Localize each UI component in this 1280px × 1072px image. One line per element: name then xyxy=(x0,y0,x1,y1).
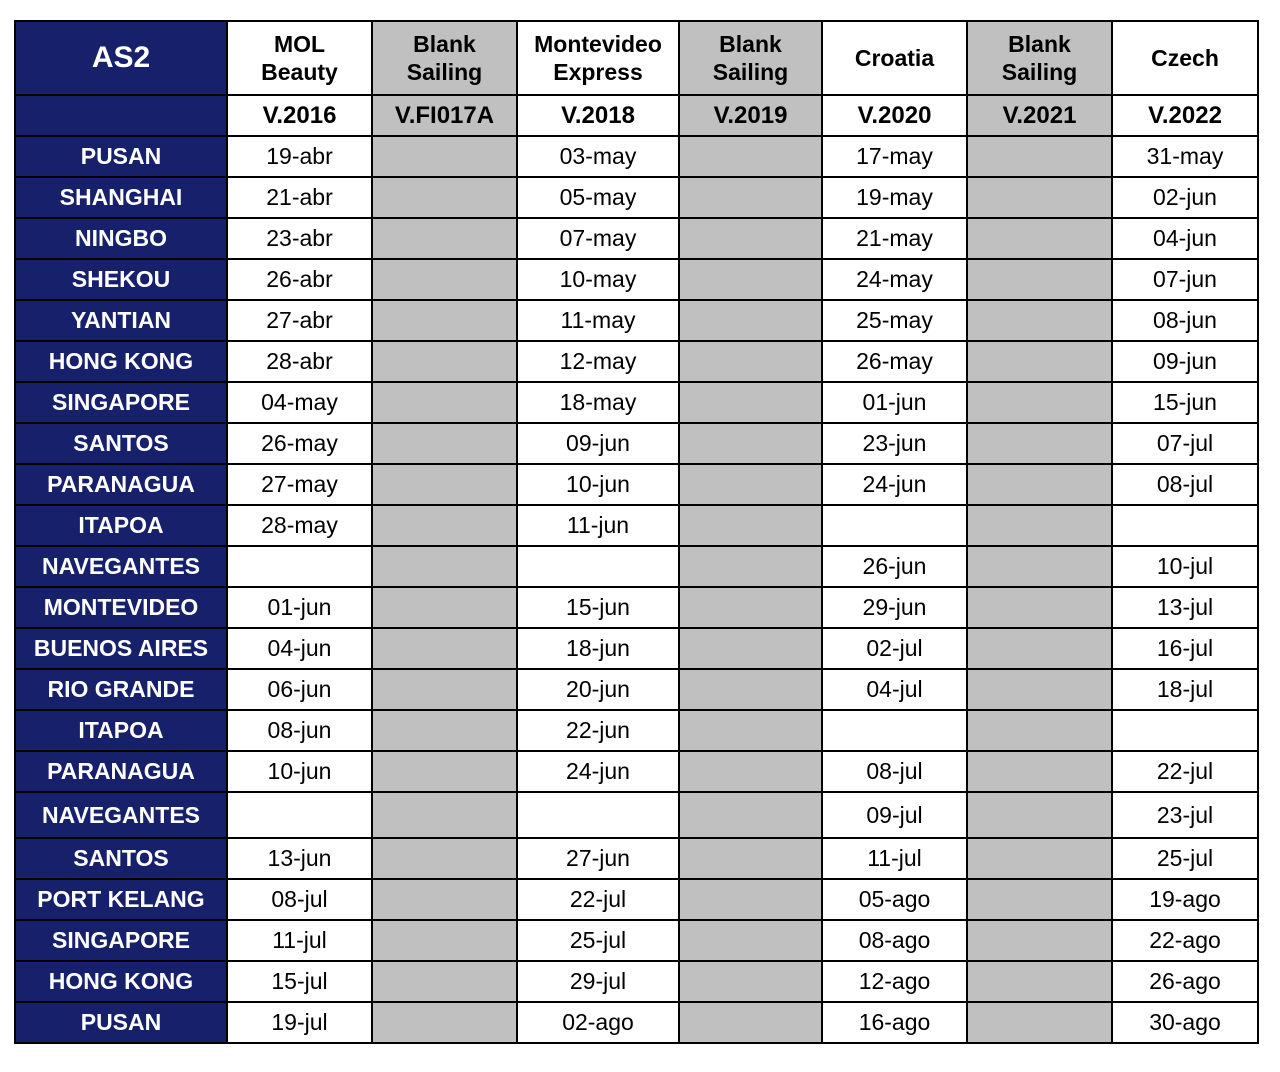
eta-date-cell: 04-jul xyxy=(822,669,967,710)
blank-sailing-cell xyxy=(372,1002,517,1043)
eta-date-cell: 26-may xyxy=(227,423,372,464)
eta-date-cell: 02-jul xyxy=(822,628,967,669)
eta-date-cell: 29-jun xyxy=(822,587,967,628)
blank-sailing-cell xyxy=(372,300,517,341)
blank-sailing-cell xyxy=(967,879,1112,920)
blank-sailing-cell xyxy=(679,587,822,628)
eta-date-cell xyxy=(227,546,372,587)
eta-date-cell xyxy=(1112,710,1258,751)
eta-date-cell: 10-jun xyxy=(227,751,372,792)
blank-sailing-cell xyxy=(372,961,517,1002)
port-name: RIO GRANDE xyxy=(15,669,227,710)
port-name: YANTIAN xyxy=(15,300,227,341)
eta-date-cell: 13-jul xyxy=(1112,587,1258,628)
eta-date-cell: 15-jun xyxy=(1112,382,1258,423)
port-row xyxy=(15,751,1258,792)
port-row xyxy=(15,218,1258,259)
port-row xyxy=(15,1002,1258,1043)
eta-date-cell: 15-jun xyxy=(517,587,679,628)
blank-sailing-cell xyxy=(372,792,517,838)
port-row xyxy=(15,920,1258,961)
blank-sailing-cell xyxy=(372,669,517,710)
eta-date-cell: 09-jun xyxy=(1112,341,1258,382)
eta-date-cell: 05-ago xyxy=(822,879,967,920)
eta-date-cell: 25-may xyxy=(822,300,967,341)
eta-date-cell: 08-ago xyxy=(822,920,967,961)
vessel-name-montevideo-express: Montevideo Express xyxy=(517,21,679,95)
eta-date-cell: 19-may xyxy=(822,177,967,218)
port-name: PORT KELANG xyxy=(15,879,227,920)
port-row xyxy=(15,628,1258,669)
eta-date-cell: 09-jul xyxy=(822,792,967,838)
port-name: NINGBO xyxy=(15,218,227,259)
blank-sailing-cell xyxy=(372,177,517,218)
port-name: SHEKOU xyxy=(15,259,227,300)
eta-date-cell: 27-abr xyxy=(227,300,372,341)
eta-date-cell: 30-ago xyxy=(1112,1002,1258,1043)
vessel-name-blank-sailing: Blank Sailing xyxy=(967,21,1112,95)
blank-sailing-cell xyxy=(679,669,822,710)
blank-sailing-cell xyxy=(967,546,1112,587)
eta-date-cell: 24-jun xyxy=(517,751,679,792)
eta-date-cell: 07-may xyxy=(517,218,679,259)
port-name: SANTOS xyxy=(15,423,227,464)
port-name: PUSAN xyxy=(15,136,227,177)
eta-date-cell: 26-ago xyxy=(1112,961,1258,1002)
eta-date-cell xyxy=(1112,505,1258,546)
eta-date-cell: 08-jul xyxy=(1112,464,1258,505)
blank-sailing-cell xyxy=(679,218,822,259)
eta-date-cell: 04-jun xyxy=(227,628,372,669)
eta-date-cell: 21-abr xyxy=(227,177,372,218)
eta-date-cell xyxy=(517,792,679,838)
voyage-row-label xyxy=(15,95,227,136)
schedule-body xyxy=(15,21,1258,1043)
eta-date-cell: 13-jun xyxy=(227,838,372,879)
eta-date-cell xyxy=(822,505,967,546)
eta-date-cell: 11-may xyxy=(517,300,679,341)
port-row xyxy=(15,710,1258,751)
eta-date-cell: 08-jun xyxy=(227,710,372,751)
blank-sailing-cell xyxy=(372,464,517,505)
blank-sailing-cell xyxy=(372,879,517,920)
eta-date-cell: 06-jun xyxy=(227,669,372,710)
blank-sailing-cell xyxy=(967,218,1112,259)
eta-date-cell: 07-jun xyxy=(1112,259,1258,300)
eta-date-cell: 07-jul xyxy=(1112,423,1258,464)
port-name: PARANAGUA xyxy=(15,751,227,792)
eta-date-cell: 08-jul xyxy=(822,751,967,792)
blank-sailing-cell xyxy=(372,587,517,628)
eta-date-cell: 18-may xyxy=(517,382,679,423)
blank-sailing-cell xyxy=(372,382,517,423)
blank-sailing-cell xyxy=(679,628,822,669)
eta-date-cell: 23-jul xyxy=(1112,792,1258,838)
eta-date-cell: 22-ago xyxy=(1112,920,1258,961)
blank-sailing-cell xyxy=(679,879,822,920)
sailing-schedule-table xyxy=(14,20,1259,1044)
blank-sailing-cell xyxy=(372,259,517,300)
blank-sailing-cell xyxy=(372,920,517,961)
blank-sailing-cell xyxy=(967,341,1112,382)
blank-sailing-cell xyxy=(967,961,1112,1002)
eta-date-cell: 02-jun xyxy=(1112,177,1258,218)
blank-sailing-cell xyxy=(967,838,1112,879)
port-row xyxy=(15,505,1258,546)
port-name: SINGAPORE xyxy=(15,382,227,423)
eta-date-cell: 10-may xyxy=(517,259,679,300)
eta-date-cell: 16-ago xyxy=(822,1002,967,1043)
eta-date-cell: 22-jul xyxy=(517,879,679,920)
blank-sailing-cell xyxy=(679,300,822,341)
blank-sailing-cell xyxy=(679,341,822,382)
vessel-name-czech: Czech xyxy=(1112,21,1258,95)
eta-date-cell: 12-may xyxy=(517,341,679,382)
port-name: HONG KONG xyxy=(15,961,227,1002)
blank-sailing-cell xyxy=(679,920,822,961)
blank-sailing-cell xyxy=(372,218,517,259)
port-name: NAVEGANTES xyxy=(15,546,227,587)
eta-date-cell: 03-may xyxy=(517,136,679,177)
eta-date-cell: 26-abr xyxy=(227,259,372,300)
voyage-number: V.2016 xyxy=(227,95,372,136)
port-row xyxy=(15,341,1258,382)
eta-date-cell: 24-may xyxy=(822,259,967,300)
eta-date-cell: 08-jul xyxy=(227,879,372,920)
eta-date-cell: 23-jun xyxy=(822,423,967,464)
blank-sailing-cell xyxy=(679,136,822,177)
blank-sailing-cell xyxy=(372,751,517,792)
blank-sailing-cell xyxy=(967,792,1112,838)
blank-sailing-cell xyxy=(967,710,1112,751)
blank-sailing-cell xyxy=(372,423,517,464)
blank-sailing-cell xyxy=(967,464,1112,505)
voyage-number: V.2019 xyxy=(679,95,822,136)
eta-date-cell: 02-ago xyxy=(517,1002,679,1043)
eta-date-cell: 31-may xyxy=(1112,136,1258,177)
port-row xyxy=(15,423,1258,464)
blank-sailing-cell xyxy=(679,546,822,587)
blank-sailing-cell xyxy=(372,838,517,879)
voyage-number: V.2021 xyxy=(967,95,1112,136)
service-title: AS2 xyxy=(15,21,227,95)
port-row xyxy=(15,300,1258,341)
port-name: HONG KONG xyxy=(15,341,227,382)
eta-date-cell: 23-abr xyxy=(227,218,372,259)
voyage-number: V.FI017A xyxy=(372,95,517,136)
port-row xyxy=(15,961,1258,1002)
eta-date-cell: 11-jul xyxy=(822,838,967,879)
eta-date-cell xyxy=(517,546,679,587)
blank-sailing-cell xyxy=(967,259,1112,300)
eta-date-cell xyxy=(822,710,967,751)
port-name: ITAPOA xyxy=(15,505,227,546)
eta-date-cell: 09-jun xyxy=(517,423,679,464)
port-row xyxy=(15,464,1258,505)
eta-date-cell: 18-jun xyxy=(517,628,679,669)
eta-date-cell: 28-abr xyxy=(227,341,372,382)
blank-sailing-cell xyxy=(967,1002,1112,1043)
blank-sailing-cell xyxy=(967,669,1112,710)
blank-sailing-cell xyxy=(967,177,1112,218)
blank-sailing-cell xyxy=(372,505,517,546)
eta-date-cell: 22-jun xyxy=(517,710,679,751)
voyage-row xyxy=(15,95,1258,136)
blank-sailing-cell xyxy=(967,920,1112,961)
port-name: BUENOS AIRES xyxy=(15,628,227,669)
blank-sailing-cell xyxy=(372,710,517,751)
vessel-name-blank-sailing: Blank Sailing xyxy=(372,21,517,95)
blank-sailing-cell xyxy=(967,587,1112,628)
blank-sailing-cell xyxy=(967,505,1112,546)
eta-date-cell: 25-jul xyxy=(1112,838,1258,879)
port-row xyxy=(15,177,1258,218)
blank-sailing-cell xyxy=(679,792,822,838)
eta-date-cell: 26-may xyxy=(822,341,967,382)
blank-sailing-cell xyxy=(679,259,822,300)
port-row xyxy=(15,879,1258,920)
vessel-name-croatia: Croatia xyxy=(822,21,967,95)
vessel-name-mol-beauty: MOL Beauty xyxy=(227,21,372,95)
blank-sailing-cell xyxy=(967,382,1112,423)
port-row xyxy=(15,792,1258,838)
port-name: SINGAPORE xyxy=(15,920,227,961)
port-name: MONTEVIDEO xyxy=(15,587,227,628)
eta-date-cell: 17-may xyxy=(822,136,967,177)
blank-sailing-cell xyxy=(967,751,1112,792)
eta-date-cell: 24-jun xyxy=(822,464,967,505)
eta-date-cell: 10-jul xyxy=(1112,546,1258,587)
eta-date-cell: 01-jun xyxy=(822,382,967,423)
eta-date-cell: 11-jul xyxy=(227,920,372,961)
port-row xyxy=(15,136,1258,177)
port-row xyxy=(15,546,1258,587)
port-name: NAVEGANTES xyxy=(15,792,227,838)
port-name: ITAPOA xyxy=(15,710,227,751)
blank-sailing-cell xyxy=(967,136,1112,177)
eta-date-cell: 12-ago xyxy=(822,961,967,1002)
eta-date-cell: 15-jul xyxy=(227,961,372,1002)
port-name: SANTOS xyxy=(15,838,227,879)
blank-sailing-cell xyxy=(679,751,822,792)
vessel-name-blank-sailing: Blank Sailing xyxy=(679,21,822,95)
eta-date-cell: 10-jun xyxy=(517,464,679,505)
eta-date-cell: 01-jun xyxy=(227,587,372,628)
blank-sailing-cell xyxy=(372,136,517,177)
port-name: PARANAGUA xyxy=(15,464,227,505)
eta-date-cell: 25-jul xyxy=(517,920,679,961)
eta-date-cell: 19-abr xyxy=(227,136,372,177)
eta-date-cell: 19-jul xyxy=(227,1002,372,1043)
blank-sailing-cell xyxy=(679,961,822,1002)
port-row xyxy=(15,382,1258,423)
port-name: SHANGHAI xyxy=(15,177,227,218)
port-row xyxy=(15,259,1258,300)
blank-sailing-cell xyxy=(967,300,1112,341)
blank-sailing-cell xyxy=(372,546,517,587)
blank-sailing-cell xyxy=(679,464,822,505)
blank-sailing-cell xyxy=(679,423,822,464)
voyage-number: V.2018 xyxy=(517,95,679,136)
eta-date-cell: 11-jun xyxy=(517,505,679,546)
eta-date-cell: 27-may xyxy=(227,464,372,505)
blank-sailing-cell xyxy=(679,177,822,218)
blank-sailing-cell xyxy=(679,505,822,546)
blank-sailing-cell xyxy=(372,341,517,382)
eta-date-cell: 04-jun xyxy=(1112,218,1258,259)
vessel-name-row xyxy=(15,21,1258,95)
eta-date-cell: 28-may xyxy=(227,505,372,546)
blank-sailing-cell xyxy=(967,423,1112,464)
eta-date-cell: 04-may xyxy=(227,382,372,423)
eta-date-cell xyxy=(227,792,372,838)
eta-date-cell: 20-jun xyxy=(517,669,679,710)
eta-date-cell: 16-jul xyxy=(1112,628,1258,669)
blank-sailing-cell xyxy=(967,628,1112,669)
port-name: PUSAN xyxy=(15,1002,227,1043)
blank-sailing-cell xyxy=(679,382,822,423)
blank-sailing-cell xyxy=(679,710,822,751)
eta-date-cell: 08-jun xyxy=(1112,300,1258,341)
blank-sailing-cell xyxy=(679,1002,822,1043)
port-row xyxy=(15,587,1258,628)
eta-date-cell: 21-may xyxy=(822,218,967,259)
eta-date-cell: 22-jul xyxy=(1112,751,1258,792)
eta-date-cell: 29-jul xyxy=(517,961,679,1002)
eta-date-cell: 19-ago xyxy=(1112,879,1258,920)
eta-date-cell: 27-jun xyxy=(517,838,679,879)
eta-date-cell: 26-jun xyxy=(822,546,967,587)
voyage-number: V.2020 xyxy=(822,95,967,136)
port-row xyxy=(15,669,1258,710)
eta-date-cell: 05-may xyxy=(517,177,679,218)
port-row xyxy=(15,838,1258,879)
blank-sailing-cell xyxy=(679,838,822,879)
voyage-number: V.2022 xyxy=(1112,95,1258,136)
eta-date-cell: 18-jul xyxy=(1112,669,1258,710)
blank-sailing-cell xyxy=(372,628,517,669)
